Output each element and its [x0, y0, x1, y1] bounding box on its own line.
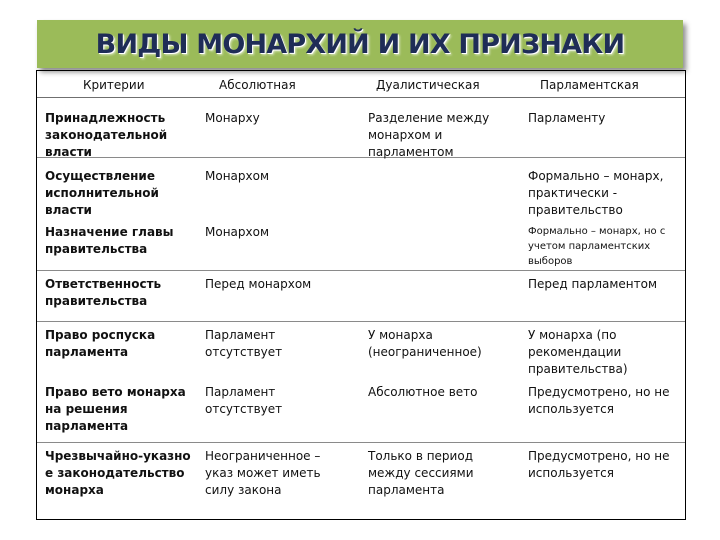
cell-criterion-r2-l0: Назначение главы — [45, 225, 174, 239]
cell-absolute-r1-l0: Монархом — [205, 169, 270, 183]
cell-dualistic-r0-l1: монархом и — [368, 128, 443, 142]
cell-criterion-r4-l1: парламента — [45, 345, 129, 359]
cell-parliamentary-r4-l1: рекомендации — [528, 345, 622, 359]
cell-criterion-r6-l2: монарха — [45, 483, 104, 497]
cell-parliamentary-r6-l0: Предусмотрено, но не — [528, 449, 670, 463]
cell-absolute-r4-l0: Парламент — [205, 328, 276, 342]
cell-absolute-r6-l0: Неограниченное – — [205, 449, 321, 463]
cell-criterion-r0-l1: законодательной — [45, 128, 168, 142]
cell-parliamentary-r2-l1: учетом парламентских — [528, 241, 651, 252]
cell-criterion-r1-l2: власти — [45, 203, 92, 217]
header-parliamentary: Парламентская — [540, 78, 639, 92]
cell-parliamentary-r1-l1: практически - — [528, 186, 618, 200]
cell-criterion-r1-l0: Осуществление — [45, 169, 155, 183]
cell-parliamentary-r1-l0: Формально – монарх, — [528, 169, 664, 183]
cell-parliamentary-r5-l1: используется — [528, 402, 614, 416]
row-divider — [37, 321, 685, 322]
cell-criterion-r6-l1: е законодательство — [45, 466, 185, 480]
cell-criterion-r5-l0: Право вето монарха — [45, 385, 186, 399]
cell-absolute-r0-l0: Монарху — [205, 111, 260, 125]
cell-criterion-r0-l0: Принадлежность — [45, 111, 166, 125]
header-criteria: Критерии — [83, 78, 145, 92]
cell-dualistic-r0-l0: Разделение между — [368, 111, 490, 125]
cell-absolute-r5-l1: отсутствует — [205, 402, 283, 416]
cell-criterion-r5-l2: парламента — [45, 419, 129, 433]
row-divider — [37, 270, 685, 271]
row-divider — [37, 442, 685, 443]
cell-parliamentary-r2-l2: выборов — [528, 256, 573, 267]
cell-parliamentary-r2-l0: Формально – монарх, но с — [528, 226, 666, 237]
cell-dualistic-r4-l0: У монарха — [368, 328, 433, 342]
cell-parliamentary-r6-l1: используется — [528, 466, 614, 480]
cell-dualistic-r6-l1: между сессиями — [368, 466, 474, 480]
cell-parliamentary-r1-l2: правительство — [528, 203, 623, 217]
cell-criterion-r2-l1: правительства — [45, 242, 148, 256]
table-header-row — [37, 70, 685, 98]
cell-criterion-r5-l1: на решения — [45, 402, 128, 416]
row-divider — [37, 157, 685, 158]
cell-parliamentary-r4-l2: правительства) — [528, 362, 628, 376]
header-dualistic: Дуалистическая — [376, 78, 480, 92]
cell-absolute-r2-l0: Монархом — [205, 225, 270, 239]
cell-dualistic-r4-l1: (неограниченное) — [368, 345, 482, 359]
cell-criterion-r0-l2: власти — [45, 145, 92, 159]
cell-dualistic-r6-l0: Только в период — [368, 449, 473, 463]
cell-dualistic-r6-l2: парламента — [368, 483, 445, 497]
title-banner — [37, 20, 683, 68]
header-absolute: Абсолютная — [219, 78, 296, 92]
monarchy-table — [36, 70, 686, 520]
cell-dualistic-r0-l2: парламентом — [368, 145, 454, 159]
cell-parliamentary-r5-l0: Предусмотрено, но не — [528, 385, 670, 399]
cell-absolute-r4-l1: отсутствует — [205, 345, 283, 359]
cell-criterion-r1-l1: исполнительной — [45, 186, 159, 200]
cell-absolute-r5-l0: Парламент — [205, 385, 276, 399]
page-title: ВИДЫ МОНАРХИЙ И ИХ ПРИЗНАКИ — [95, 28, 625, 60]
cell-parliamentary-r4-l0: У монарха (по — [528, 328, 617, 342]
cell-parliamentary-r0-l0: Парламенту — [528, 111, 606, 125]
cell-dualistic-r5-l0: Абсолютное вето — [368, 385, 478, 399]
cell-absolute-r6-l2: силу закона — [205, 483, 282, 497]
cell-absolute-r3-l0: Перед монархом — [205, 277, 312, 291]
cell-criterion-r3-l1: правительства — [45, 294, 148, 308]
cell-absolute-r6-l1: указ может иметь — [205, 466, 321, 480]
cell-parliamentary-r3-l0: Перед парламентом — [528, 277, 658, 291]
cell-criterion-r3-l0: Ответственность — [45, 277, 162, 291]
cell-criterion-r6-l0: Чрезвычайно-указно — [45, 449, 191, 463]
cell-criterion-r4-l0: Право роспуска — [45, 328, 156, 342]
